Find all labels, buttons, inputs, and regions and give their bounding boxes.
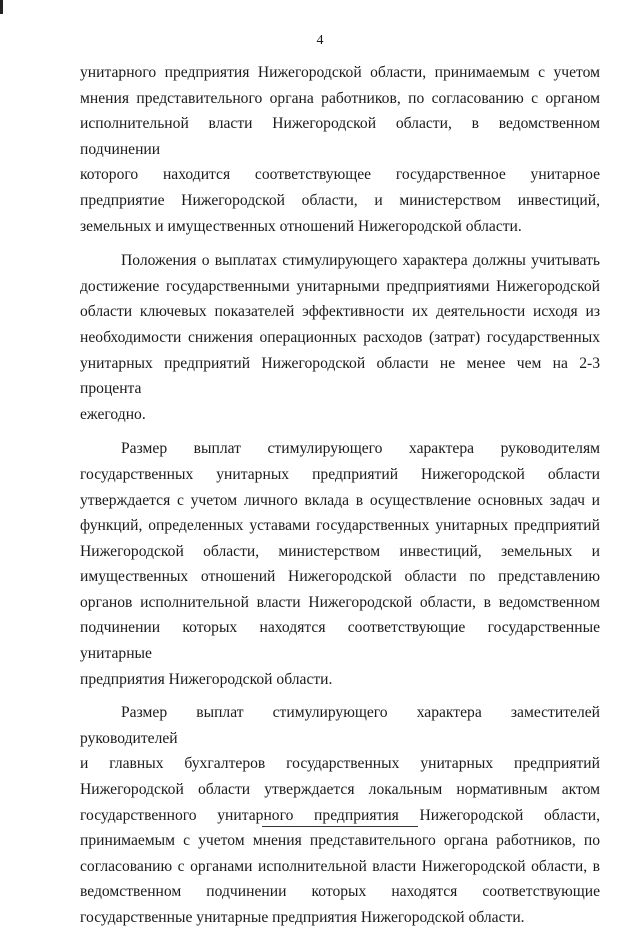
paragraph-4 (80, 700, 600, 930)
paragraph-line: унитарных предприятий Нижегородской области не менее чем на 2-3 процента (80, 354, 600, 398)
paragraph-line: подчинении которых находятся соответствующие государственные унитарные (80, 619, 600, 663)
paragraph-line: согласованию с органами исполнительной власти Нижегородской области, в (80, 857, 600, 875)
paragraph-line: исполнительной власти Нижегородской области, в ведомственном подчинении (80, 115, 600, 158)
document-body (80, 60, 600, 931)
paragraph-line: предприятия Нижегородской области. (80, 670, 333, 688)
paragraph-line: мнения представительного органа работников, по согласованию с органом (80, 89, 600, 107)
paragraph-line: которого находится соответствующее государственное унитарное (80, 166, 600, 184)
paragraph-line: ведомственном подчинении которых находятся соответствующие (80, 883, 600, 901)
paragraph-line: государственного унитарного предприятия Нижегородской области, (80, 806, 600, 824)
paragraph-line: утверждается с учетом личного вклада в осуществление основных задач и (80, 491, 600, 509)
paragraph-line: Нижегородской области, министерством инвестиций, земельных и (80, 542, 600, 560)
paragraph-line: предприятие Нижегородской области, и министерством инвестиций, (80, 191, 600, 209)
paragraph-1 (80, 60, 600, 239)
paragraph-line: унитарного предприятия Нижегородской области, принимаемым с учетом (80, 64, 600, 81)
paragraph-line: органов исполнительной власти Нижегородской области, в ведомственном (80, 593, 600, 611)
paragraph-2 (80, 248, 600, 427)
paragraph-line: имущественных отношений Нижегородской области по представлению (80, 568, 600, 586)
paragraph-line: земельных и имущественных отношений Нижегородской области. (80, 217, 522, 235)
paragraph-line: государственные унитарные предприятия Нижегородской области. (80, 909, 525, 926)
paragraph-line: государственных унитарных предприятий Нижегородской области (80, 465, 600, 483)
paragraph-line: Размер выплат стимулирующего характера руководителям (121, 440, 600, 458)
paragraph-line: и главных бухгалтеров государственных унитарных предприятий (80, 755, 600, 773)
scan-corner-mark (0, 0, 3, 14)
paragraph-line: области ключевых показателей эффективности их деятельности исходя из (80, 303, 600, 321)
paragraph-line: необходимости снижения операционных расходов (затрат) государственных (80, 328, 600, 346)
paragraph-line: ежегодно. (80, 405, 146, 423)
page-number: 4 (316, 33, 324, 48)
closing-separator-line (262, 826, 418, 827)
paragraph-line: функций, определенных уставами государственных унитарных предприятий (80, 517, 600, 535)
paragraph-line: достижение государственными унитарными предприятиями Нижегородской (80, 277, 600, 295)
paragraph-line: Положения о выплатах стимулирующего характера должны учитывать (121, 252, 600, 270)
paragraph-3 (80, 436, 600, 692)
paragraph-line: Размер выплат стимулирующего характера заместителей руководителей (80, 704, 600, 747)
paragraph-line: принимаемым с учетом мнения представительного органа работников, по (80, 832, 600, 850)
paragraph-line: Нижегородской области утверждается локальным нормативным актом (80, 781, 600, 799)
